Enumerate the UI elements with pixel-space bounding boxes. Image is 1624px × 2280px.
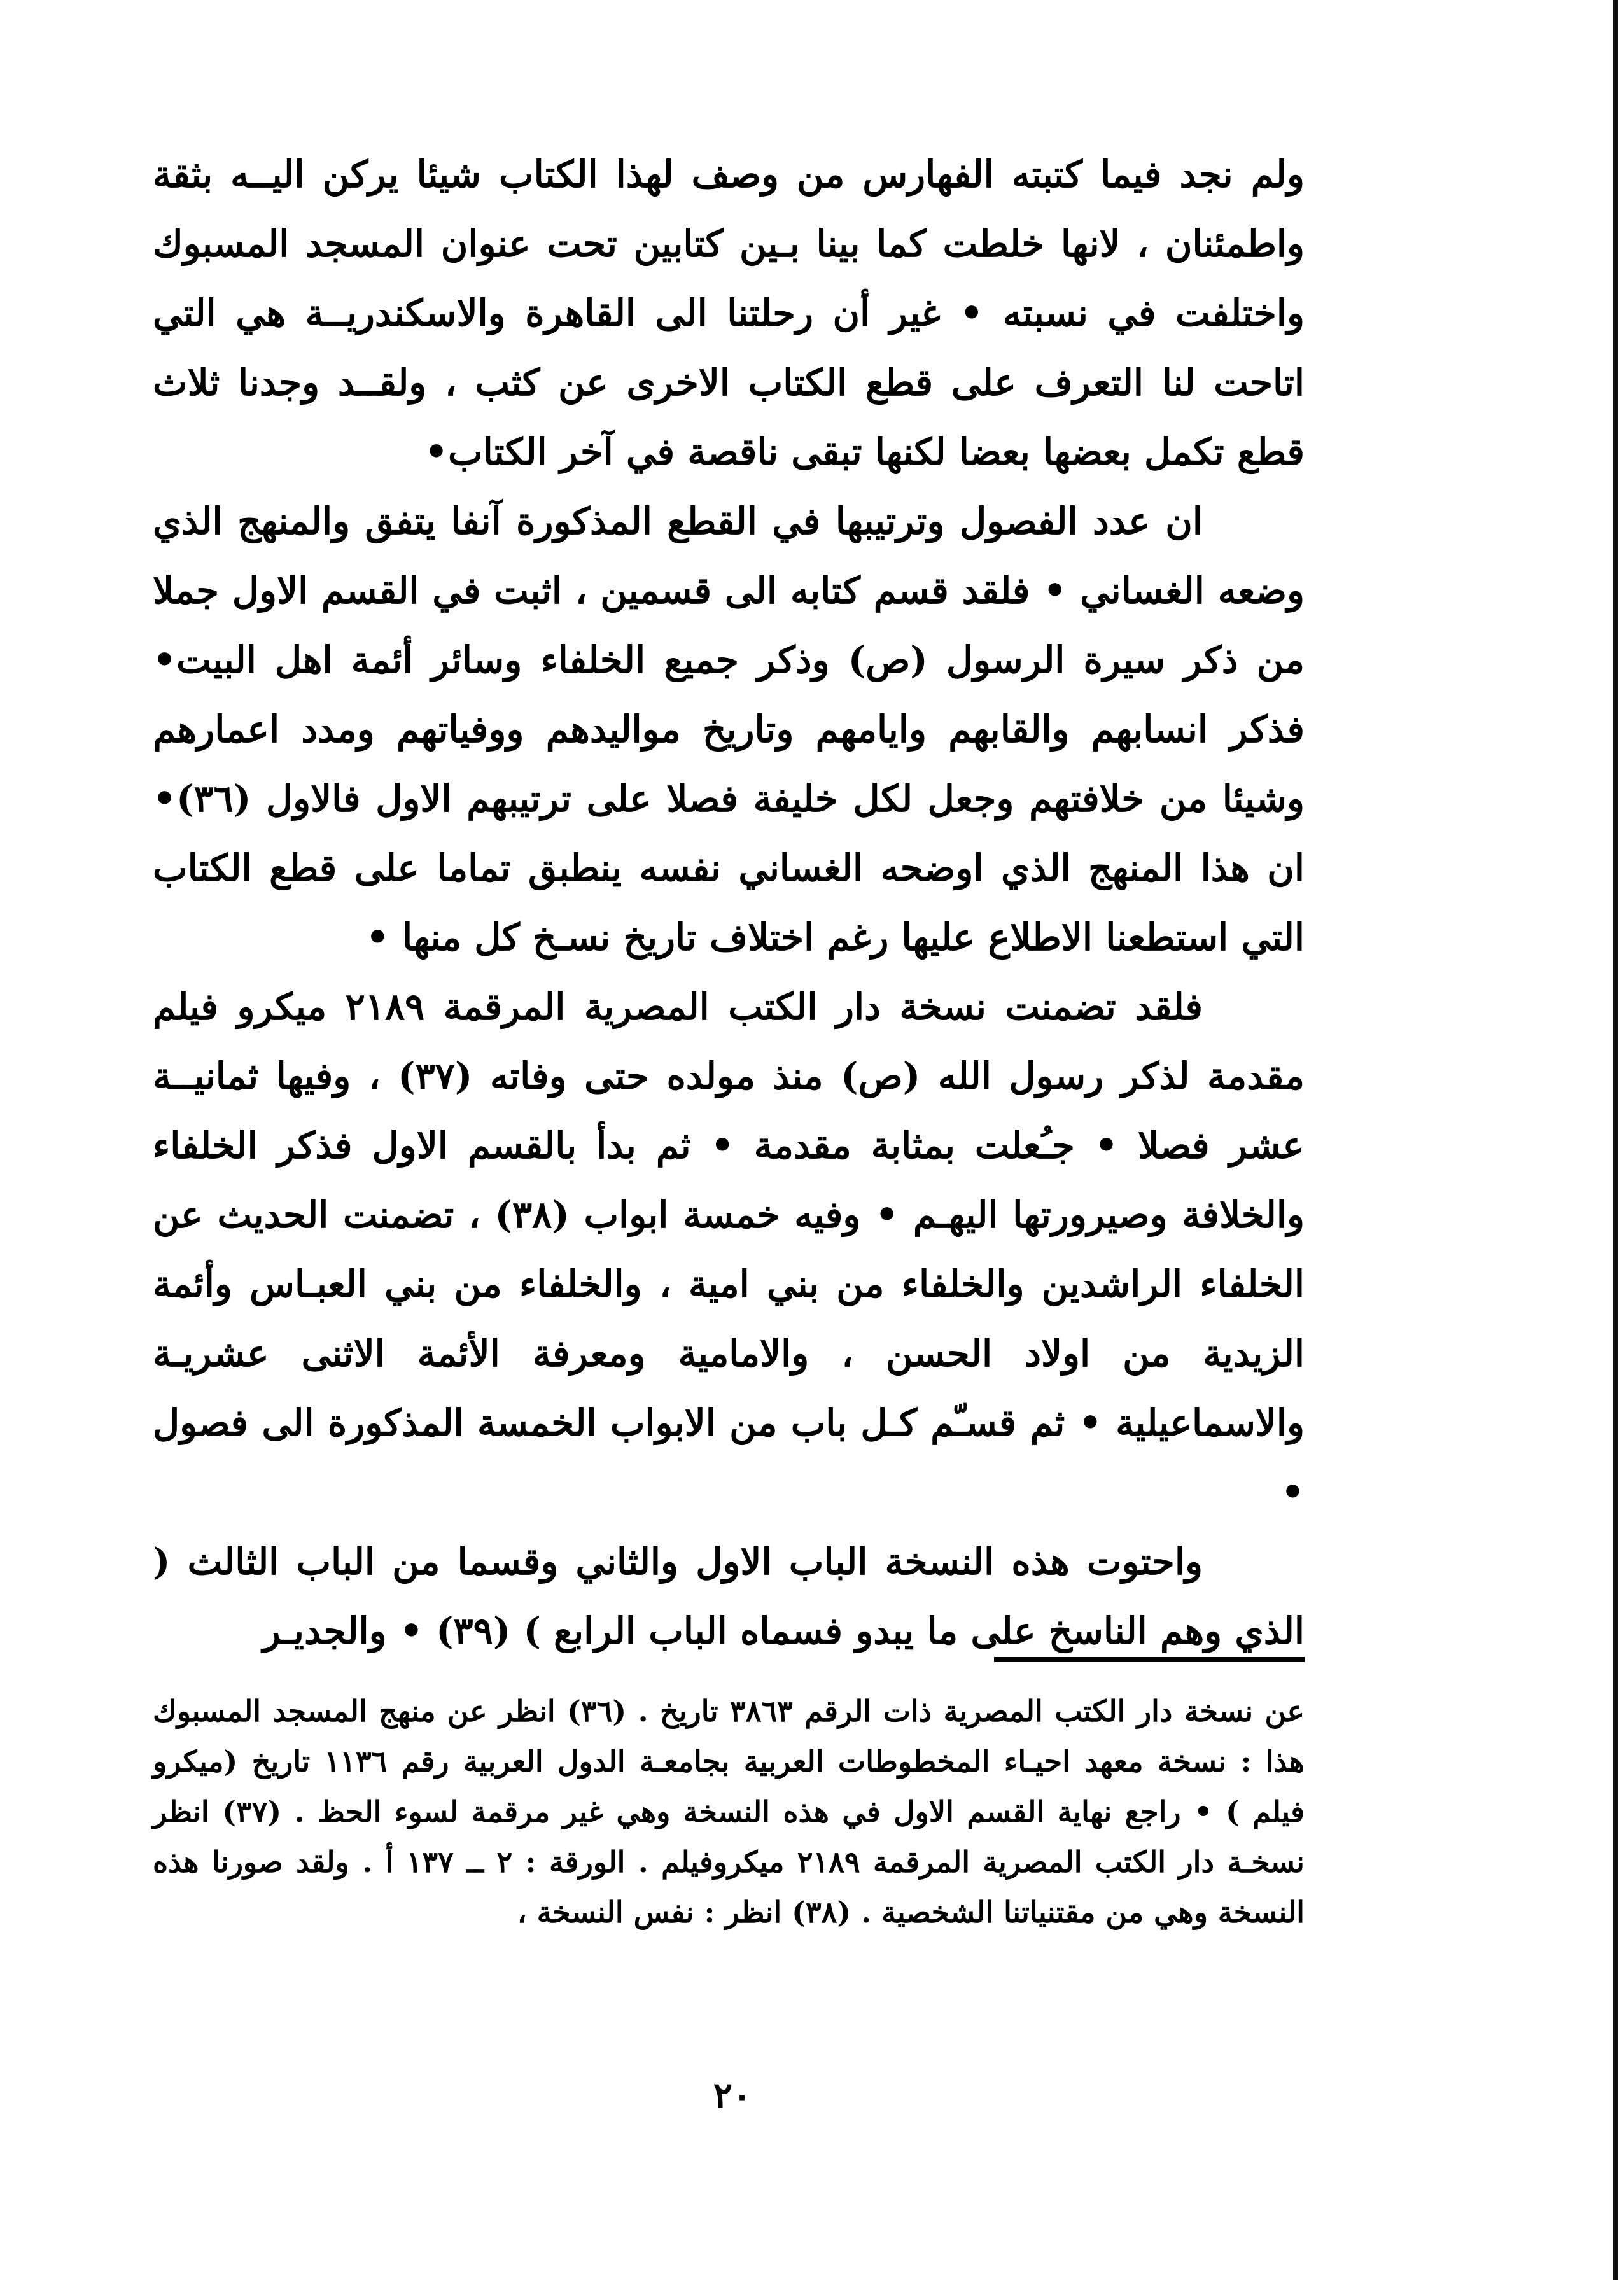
footnotes <box>153 1686 1305 1938</box>
page-edge-border <box>1613 0 1618 2280</box>
page-number: ٢٠ <box>713 2074 752 2116</box>
page-body <box>153 140 1305 1666</box>
footnote-text: عن نسخة دار الكتب المصرية ذات الرقم ٣٨٦٣ تاريخ . (٣٦) انظر عن منهج المسجد المسبوك هذا : نسخة معهد احيـاء المخطوطات العربية بجامعـة الدول العربية رقم ١١٣٦ تاريخ (ميكرو فيلم ) • راجع نهاية القسم الاول في هذه النسخة وهي غير مرقمة لسوء الحظ . (٣٧) انظر نسخـة دار الكتب المصرية المرقمة ٢١٨٩ ميكروفيلم . الورقة : ٢ ــ ١٣٧ أ . ولقد صورنا هذه النسخة وهي من مقتنياتنا الشخصية . (٣٨) انظر : نفس النسخة ، <box>153 1694 1305 1929</box>
paragraph-1: ولم نجد فيما كتبته الفهارس من وصف لهذا الكتاب شيئا يركن اليــه بثقة واطمئنان ، لانها خلطت كما بينا بـين كتابين تحت عنوان المسجد المسبوك واختلفت في نسبته • غير أن رحلتنا الى القاهرة والاسكندريــة هي التي اتاحت لنا التعرف على قطع الكتاب الاخرى عن كثب ، ولقــد وجدنا ثلاث قطع تكمل بعضها بعضا لكنها تبقى ناقصة في آخر الكتاب• <box>153 153 1305 473</box>
paragraph-2: ان عدد الفصول وترتيبها في القطع المذكورة آنفا يتفق والمنهج الذي وضعه الغساني • فلقد قسم كتابه الى قسمين ، اثبت في القسم الاول جملا من ذكر سيرة الرسول (ص) وذكر جميع الخلفاء وسائر أئمة اهل البيت• فذكر انسابهم والقابهم وايامهم وتاريخ مواليدهم ووفياتهم ومدد اعمارهم وشيئا من خلافتهم وجعل لكل خليفة فصلا على ترتيبهم الاول فالاول (٣٦)• ان هذا المنهج الذي اوضحه الغساني نفسه ينطبق تماما على قطع الكتاب التي استطعنا الاطلاع عليها رغم اختلاف تاريخ نسـخ كل منها • <box>153 500 1305 959</box>
paragraph-4: واحتوت هذه النسخة الباب الاول والثاني وقسما من الباب الثالث ( الذي وهم الناسخ على ما يبدو فسماه الباب الرابع ) (٣٩) • والجديـر <box>153 1540 1305 1653</box>
main-text <box>153 140 1305 1666</box>
paragraph-3: فلقد تضمنت نسخة دار الكتب المصرية المرقمة ٢١٨٩ ميكرو فيلم مقدمة لذكر رسول الله (ص) منذ مولده حتى وفاته (٣٧) ، وفيها ثمانيــة عشر فصلا • جـُعلت بمثابة مقدمة • ثم بدأ بالقسم الاول فذكر الخلفاء والخلافة وصيرورتها اليهـم • وفيه خمسة ابواب (٣٨) ، تضمنت الحديث عن الخلفاء الراشدين والخلفاء من بني امية ، والخلفاء من بني العبـاس وأئمة الزيدية من اولاد الحسن ، والامامية ومعرفة الأئمة الاثنى عشريـة والاسماعيلية • ثم قسـّم كـل باب من الابواب الخمسة المذكورة الى فصول • <box>153 985 1305 1514</box>
footnote-separator <box>994 1657 1305 1662</box>
